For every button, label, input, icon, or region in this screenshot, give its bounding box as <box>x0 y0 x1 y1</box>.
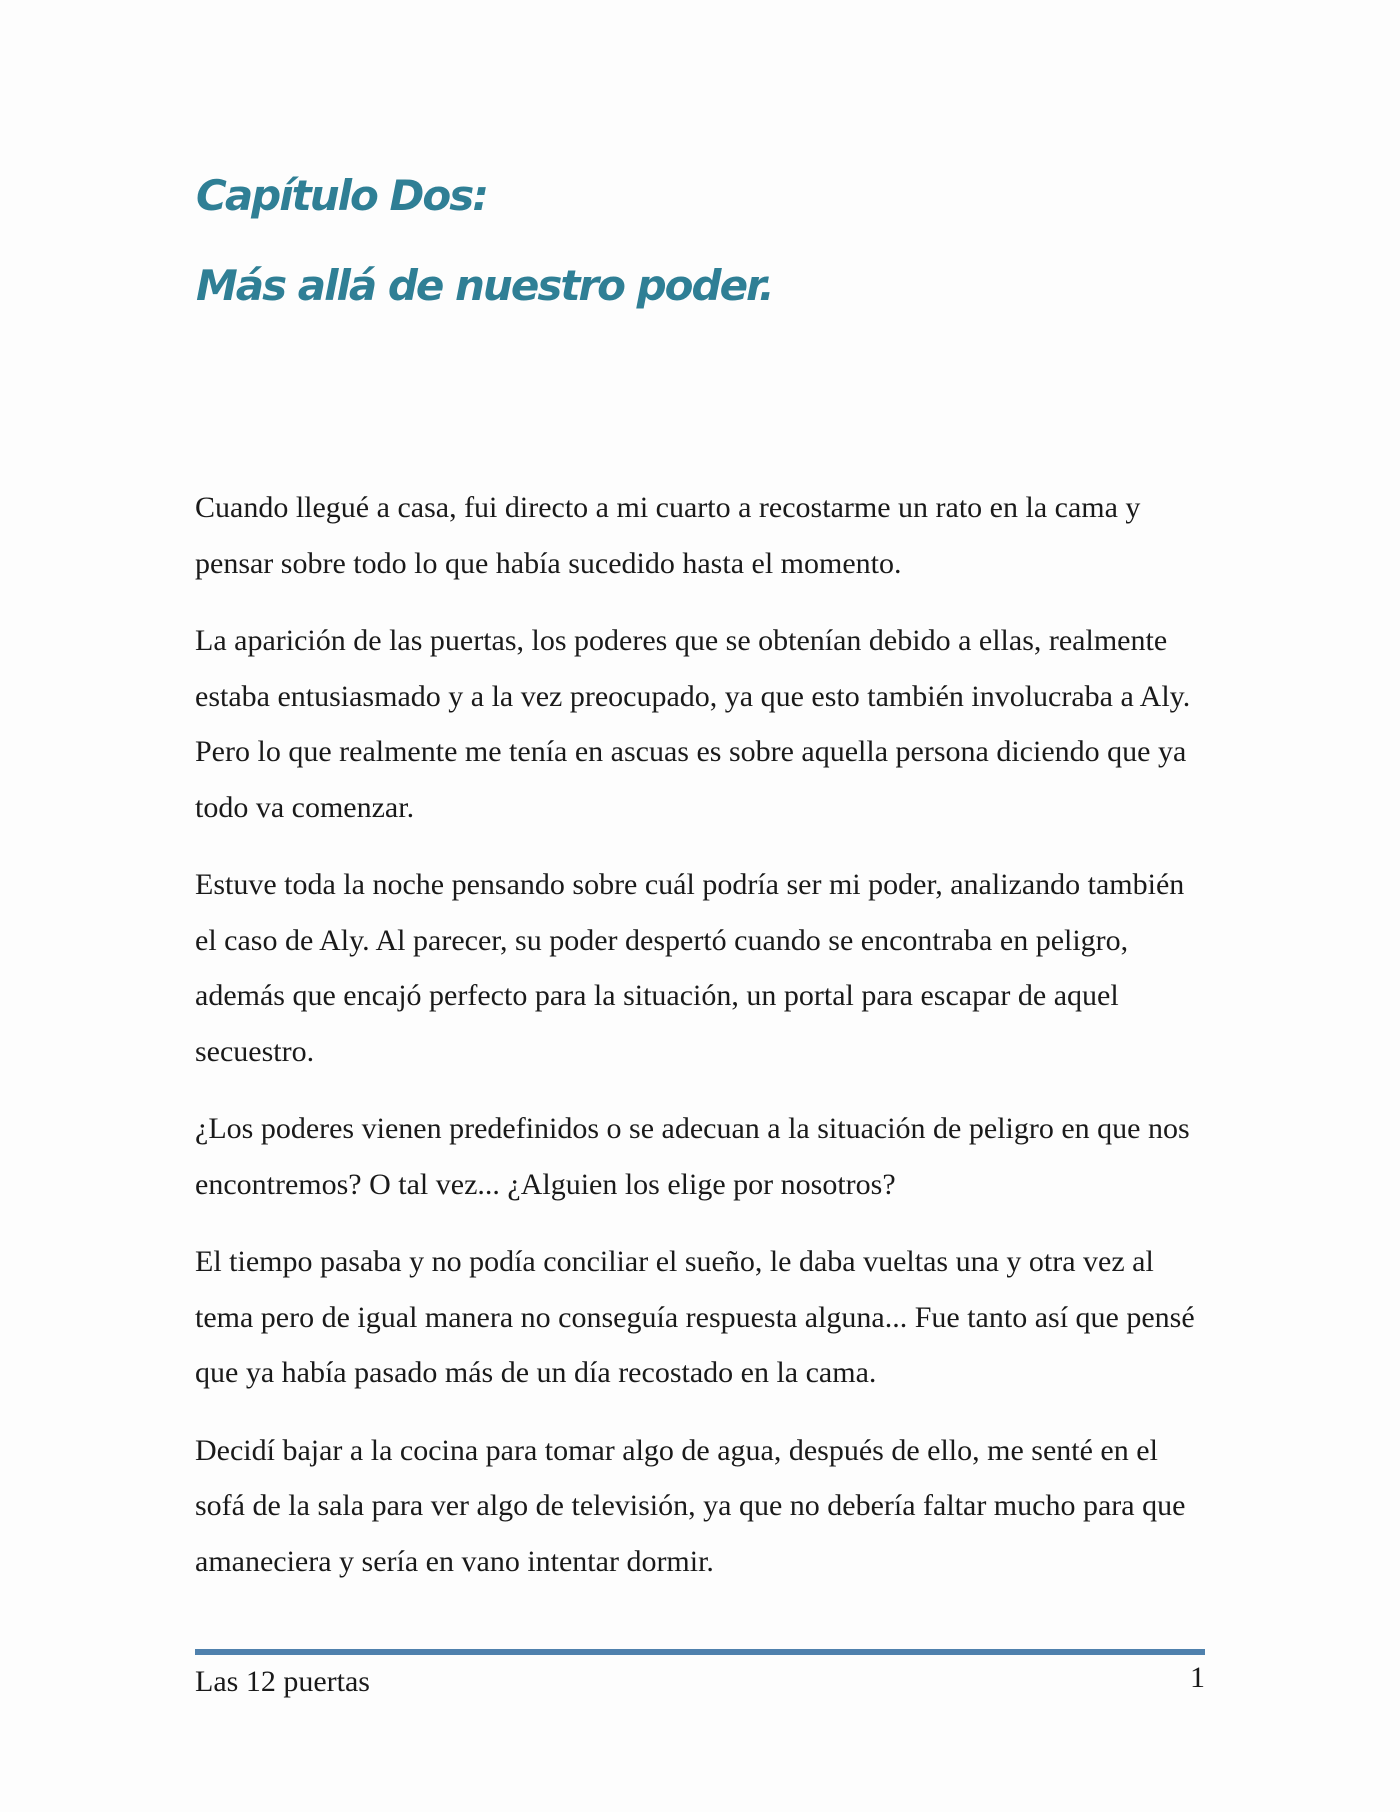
paragraph: La aparición de las puertas, los poderes que se obtenían debido a ellas, realmente estaba entusiasmado y a la vez preocupado, ya que esto también involucraba a Aly. Pero lo que realmente me tenía en ascuas es sobre aquella persona diciendo que ya todo va comenzar. <box>195 624 1191 824</box>
chapter-heading <box>196 170 1206 312</box>
footer-divider <box>195 1649 1205 1655</box>
paragraph: Cuando llegué a casa, fui directo a mi cuarto a recostarme un rato en la cama y pensar sobre todo lo que había sucedido hasta el momento. <box>195 491 1141 580</box>
paragraph: Estuve toda la noche pensando sobre cuál podría ser mi poder, analizando también el caso de Aly. Al parecer, su poder despertó cuando se encontraba en peligro, además que encajó perfecto para la situación, un portal para escapar de aquel secuestro. <box>195 868 1185 1068</box>
paragraph: El tiempo pasaba y no podía conciliar el sueño, le daba vueltas una y otra vez al tema pero de igual manera no conseguía respuesta alguna... Fue tanto así que pensé que ya había pasado más de un día recostado en la cama. <box>195 1245 1195 1389</box>
paragraph: ¿Los poderes vienen predefinidos o se adecuan a la situación de peligro en que nos encontremos? O tal vez... ¿Alguien los elige por nosotros? <box>195 1112 1190 1201</box>
page-number: 1 <box>1190 1661 1205 1694</box>
footer-book-title: Las 12 puertas <box>195 1665 370 1698</box>
chapter-title: Más allá de nuestro poder. <box>196 261 773 310</box>
chapter-body <box>195 480 1210 1611</box>
chapter-number: Capítulo Dos: <box>196 171 487 220</box>
paragraph: Decidí bajar a la cocina para tomar algo de agua, después de ello, me senté en el sofá de la sala para ver algo de televisión, ya que no debería faltar mucho para que amaneciera y sería en vano intentar dormir. <box>195 1433 1186 1578</box>
